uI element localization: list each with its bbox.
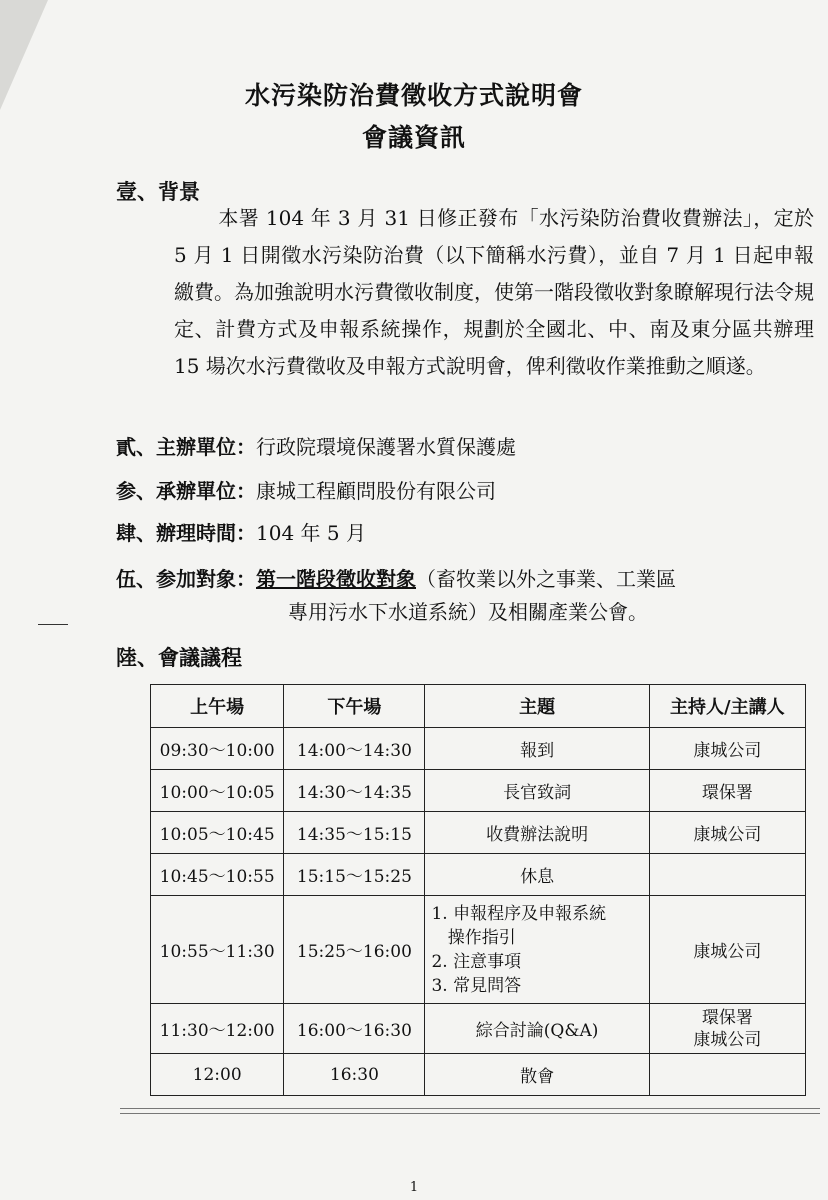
scan-line xyxy=(120,1113,820,1114)
scan-line xyxy=(120,1108,820,1109)
topic-list xyxy=(425,896,649,1004)
schedule-row xyxy=(116,517,366,546)
document-subtitle: 會議資訊 xyxy=(361,123,466,152)
agenda-heading: 陸、會議議程 xyxy=(116,645,242,670)
table-row xyxy=(151,1054,806,1096)
host: 康城公司 xyxy=(649,812,805,854)
topic-item: 2. 注意事項 xyxy=(431,951,522,972)
schedule-label: 肆、辦理時間： xyxy=(116,521,256,545)
header-host: 主持人/主講人 xyxy=(649,685,805,728)
agenda-table xyxy=(150,684,806,1096)
document-title: 水污染防治費徵收方式說明會 xyxy=(244,81,583,110)
host-line: 康城公司 xyxy=(693,1029,762,1050)
header-am: 上午場 xyxy=(151,685,284,728)
pm-time: 14:00～14:30 xyxy=(284,728,425,770)
participants-label: 伍、参加對象： xyxy=(116,567,256,591)
schedule-value: 104 年 5 月 xyxy=(256,521,366,545)
topic-item: 3. 常見問答 xyxy=(431,975,522,996)
participants-highlight: 第一階段徵收對象 xyxy=(256,567,416,591)
page-number: 1 xyxy=(409,1180,419,1195)
topic-item: 1. 申報程序及申報系統 xyxy=(431,903,607,924)
am-time: 11:30～12:00 xyxy=(151,1004,284,1054)
background-text: 本署 104 年 3 月 31 日修正發布「水污染防治費收費辦法」，定於 5 月 1 日開徵水污染防治費（以下簡稱水污費），並自 7 月 1 日起申報繳費。為加強說明水污費徵收制度，使第一階段徵收對象瞭解現行法令規定、計費方式及申報系統操作，規劃於全國北、中、南及東分區共辦理 15 場次水污費徵收及申報方式說明會，俾利徵收作業推動之順遂。 xyxy=(174,206,814,378)
topic-item: 操作指引 xyxy=(431,927,516,948)
header-pm: 下午場 xyxy=(284,685,425,728)
am-time: 10:05～10:45 xyxy=(151,812,284,854)
pm-time: 14:35～15:15 xyxy=(284,812,425,854)
participants-continuation: 專用污水下水道系統）及相關產業公會。 xyxy=(288,600,648,624)
host-multi xyxy=(649,1004,805,1054)
contractor-label: 参、承辦單位： xyxy=(116,479,256,503)
host xyxy=(649,854,805,896)
am-time: 12:00 xyxy=(151,1054,284,1096)
host: 環保署 xyxy=(649,770,805,812)
am-time: 10:55～11:30 xyxy=(151,896,284,1004)
organizer-row xyxy=(116,431,516,460)
table-row xyxy=(151,770,806,812)
participants-row xyxy=(116,563,676,592)
topic: 休息 xyxy=(425,854,649,896)
pm-time: 14:30～14:35 xyxy=(284,770,425,812)
margin-mark xyxy=(38,624,68,625)
background-paragraph xyxy=(174,200,814,385)
host: 康城公司 xyxy=(649,896,805,1004)
background-heading: 壹、背景 xyxy=(116,179,200,204)
header-topic: 主題 xyxy=(425,685,649,728)
pm-time: 16:00～16:30 xyxy=(284,1004,425,1054)
organizer-value: 行政院環境保護署水質保護處 xyxy=(256,435,516,459)
participants-rest-1: （畜牧業以外之事業、工業區 xyxy=(416,567,676,591)
topic: 報到 xyxy=(425,728,649,770)
topic: 收費辦法說明 xyxy=(425,812,649,854)
contractor-row xyxy=(116,475,496,504)
topic: 散會 xyxy=(425,1054,649,1096)
table-row xyxy=(151,854,806,896)
am-time: 10:00～10:05 xyxy=(151,770,284,812)
table-row xyxy=(151,1004,806,1054)
table-row xyxy=(151,896,806,1004)
host: 康城公司 xyxy=(649,728,805,770)
am-time: 09:30～10:00 xyxy=(151,728,284,770)
agenda-header-row xyxy=(151,685,806,728)
am-time: 10:45～10:55 xyxy=(151,854,284,896)
host xyxy=(649,1054,805,1096)
host-line: 環保署 xyxy=(701,1007,753,1028)
topic: 綜合討論(Q&A) xyxy=(425,1004,649,1054)
table-row xyxy=(151,728,806,770)
pm-time: 15:15～15:25 xyxy=(284,854,425,896)
topic: 長官致詞 xyxy=(425,770,649,812)
organizer-label: 貳、主辦單位： xyxy=(116,435,256,459)
table-row xyxy=(151,812,806,854)
pm-time: 16:30 xyxy=(284,1054,425,1096)
pm-time: 15:25～16:00 xyxy=(284,896,425,1004)
contractor-value: 康城工程顧問股份有限公司 xyxy=(256,479,496,503)
